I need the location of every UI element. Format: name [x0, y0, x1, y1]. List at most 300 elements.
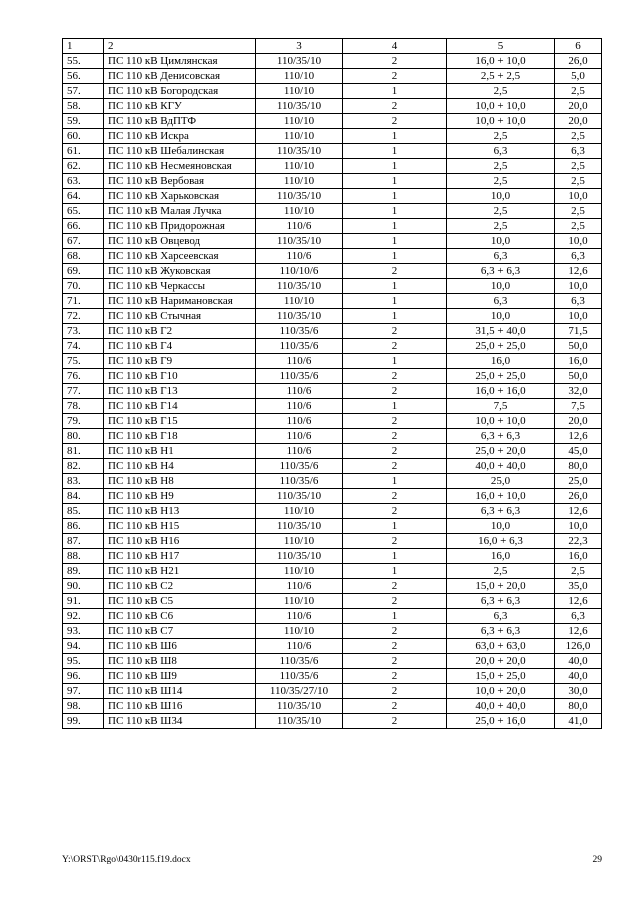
table-cell-col6: 10,0 — [555, 309, 602, 324]
table-row — [63, 219, 602, 234]
table-cell-col3: 110/35/6 — [256, 369, 343, 384]
table-cell-col3: 110/10/6 — [256, 264, 343, 279]
table-cell-col1: 62. — [63, 159, 104, 174]
table-row — [63, 594, 602, 609]
table-cell-col3: 110/6 — [256, 639, 343, 654]
table-cell-col4: 2 — [343, 624, 447, 639]
table-cell-col2: ПС 110 кВ Н8 — [104, 474, 256, 489]
table-cell-col2: ПС 110 кВ Шебалинская — [104, 144, 256, 159]
table-row — [63, 519, 602, 534]
page-number: 29 — [592, 855, 602, 865]
table-cell-col5: 6,3 + 6,3 — [447, 504, 555, 519]
table-cell-col4: 1 — [343, 474, 447, 489]
table-row — [63, 249, 602, 264]
table-cell-col2: ПС 110 кВ Г14 — [104, 399, 256, 414]
table-cell-col5: 2,5 — [447, 159, 555, 174]
table-cell-col6: 20,0 — [555, 414, 602, 429]
table-cell-col6: 10,0 — [555, 519, 602, 534]
table-cell-col1: 85. — [63, 504, 104, 519]
table-cell-col2: ПС 110 кВ Н13 — [104, 504, 256, 519]
table-cell-col4: 2 — [343, 639, 447, 654]
table-body — [63, 54, 602, 729]
header-cell-4: 4 — [343, 39, 447, 54]
table-cell-col5: 10,0 — [447, 189, 555, 204]
table-cell-col1: 75. — [63, 354, 104, 369]
table-cell-col5: 6,3 + 6,3 — [447, 594, 555, 609]
header-cell-5: 5 — [447, 39, 555, 54]
table-cell-col2: ПС 110 кВ Н1 — [104, 444, 256, 459]
table-cell-col6: 6,3 — [555, 249, 602, 264]
document-page — [62, 38, 602, 729]
table-cell-col3: 110/35/10 — [256, 54, 343, 69]
table-cell-col4: 1 — [343, 234, 447, 249]
table-cell-col1: 98. — [63, 699, 104, 714]
table-cell-col1: 89. — [63, 564, 104, 579]
table-cell-col5: 6,3 — [447, 609, 555, 624]
table-cell-col4: 1 — [343, 129, 447, 144]
table-row — [63, 714, 602, 729]
table-cell-col1: 78. — [63, 399, 104, 414]
table-cell-col5: 2,5 — [447, 219, 555, 234]
table-row — [63, 369, 602, 384]
table-cell-col2: ПС 110 кВ Несмеяновская — [104, 159, 256, 174]
table-cell-col4: 2 — [343, 339, 447, 354]
table-cell-col4: 2 — [343, 429, 447, 444]
table-cell-col1: 70. — [63, 279, 104, 294]
table-cell-col4: 1 — [343, 219, 447, 234]
table-cell-col2: ПС 110 кВ Ш6 — [104, 639, 256, 654]
table-cell-col3: 110/10 — [256, 204, 343, 219]
table-row — [63, 99, 602, 114]
table-row — [63, 84, 602, 99]
table-cell-col5: 20,0 + 20,0 — [447, 654, 555, 669]
table-cell-col3: 110/35/10 — [256, 519, 343, 534]
table-cell-col5: 40,0 + 40,0 — [447, 459, 555, 474]
table-cell-col4: 1 — [343, 564, 447, 579]
table-cell-col5: 63,0 + 63,0 — [447, 639, 555, 654]
substations-table — [62, 38, 602, 729]
table-row — [63, 444, 602, 459]
table-cell-col4: 2 — [343, 54, 447, 69]
table-cell-col1: 79. — [63, 414, 104, 429]
table-cell-col4: 1 — [343, 309, 447, 324]
table-row — [63, 579, 602, 594]
table-cell-col3: 110/35/6 — [256, 339, 343, 354]
table-row — [63, 504, 602, 519]
table-cell-col3: 110/35/27/10 — [256, 684, 343, 699]
table-cell-col2: ПС 110 кВ Н16 — [104, 534, 256, 549]
table-cell-col3: 110/6 — [256, 414, 343, 429]
table-cell-col3: 110/10 — [256, 84, 343, 99]
table-cell-col5: 10,0 + 10,0 — [447, 114, 555, 129]
table-cell-col2: ПС 110 кВ Стычная — [104, 309, 256, 324]
table-cell-col5: 10,0 — [447, 309, 555, 324]
table-row — [63, 174, 602, 189]
table-cell-col3: 110/6 — [256, 399, 343, 414]
table-cell-col3: 110/6 — [256, 249, 343, 264]
table-row — [63, 474, 602, 489]
table-cell-col3: 110/35/6 — [256, 474, 343, 489]
header-cell-1: 1 — [63, 39, 104, 54]
table-cell-col4: 2 — [343, 384, 447, 399]
table-cell-col1: 87. — [63, 534, 104, 549]
table-cell-col1: 95. — [63, 654, 104, 669]
table-cell-col1: 60. — [63, 129, 104, 144]
table-cell-col2: ПС 110 кВ Денисовская — [104, 69, 256, 84]
table-row — [63, 294, 602, 309]
table-cell-col6: 10,0 — [555, 234, 602, 249]
table-cell-col6: 80,0 — [555, 699, 602, 714]
table-cell-col2: ПС 110 кВ Харьковская — [104, 189, 256, 204]
table-row — [63, 489, 602, 504]
table-row — [63, 669, 602, 684]
table-cell-col3: 110/35/10 — [256, 549, 343, 564]
table-cell-col4: 2 — [343, 654, 447, 669]
table-cell-col6: 71,5 — [555, 324, 602, 339]
table-cell-col6: 45,0 — [555, 444, 602, 459]
table-cell-col5: 25,0 + 25,0 — [447, 339, 555, 354]
table-cell-col6: 6,3 — [555, 609, 602, 624]
table-cell-col3: 110/10 — [256, 624, 343, 639]
table-cell-col6: 10,0 — [555, 189, 602, 204]
table-cell-col6: 2,5 — [555, 564, 602, 579]
table-cell-col1: 67. — [63, 234, 104, 249]
table-cell-col5: 16,0 + 16,0 — [447, 384, 555, 399]
table-cell-col1: 99. — [63, 714, 104, 729]
table-cell-col3: 110/10 — [256, 564, 343, 579]
table-cell-col5: 10,0 + 10,0 — [447, 414, 555, 429]
table-cell-col6: 2,5 — [555, 219, 602, 234]
table-cell-col3: 110/35/10 — [256, 699, 343, 714]
table-cell-col5: 2,5 — [447, 564, 555, 579]
table-cell-col4: 1 — [343, 174, 447, 189]
table-cell-col5: 16,0 — [447, 354, 555, 369]
table-cell-col6: 12,6 — [555, 504, 602, 519]
table-cell-col5: 6,3 — [447, 294, 555, 309]
table-row — [63, 189, 602, 204]
table-cell-col4: 2 — [343, 459, 447, 474]
table-cell-col5: 6,3 + 6,3 — [447, 429, 555, 444]
table-cell-col1: 59. — [63, 114, 104, 129]
table-cell-col5: 6,3 — [447, 144, 555, 159]
table-row — [63, 324, 602, 339]
table-cell-col5: 40,0 + 40,0 — [447, 699, 555, 714]
table-cell-col6: 16,0 — [555, 549, 602, 564]
table-row — [63, 204, 602, 219]
table-cell-col2: ПС 110 кВ Придорожная — [104, 219, 256, 234]
table-cell-col6: 26,0 — [555, 489, 602, 504]
table-cell-col2: ПС 110 кВ Г18 — [104, 429, 256, 444]
table-cell-col3: 110/35/10 — [256, 489, 343, 504]
table-cell-col2: ПС 110 кВ Цимлянская — [104, 54, 256, 69]
table-cell-col4: 1 — [343, 399, 447, 414]
table-cell-col6: 25,0 — [555, 474, 602, 489]
table-cell-col6: 10,0 — [555, 279, 602, 294]
table-cell-col4: 1 — [343, 354, 447, 369]
table-cell-col3: 110/35/6 — [256, 654, 343, 669]
table-row — [63, 384, 602, 399]
table-row — [63, 459, 602, 474]
table-cell-col4: 2 — [343, 504, 447, 519]
table-cell-col1: 57. — [63, 84, 104, 99]
table-row — [63, 429, 602, 444]
table-cell-col2: ПС 110 кВ Н21 — [104, 564, 256, 579]
table-cell-col1: 68. — [63, 249, 104, 264]
table-cell-col1: 66. — [63, 219, 104, 234]
table-cell-col4: 1 — [343, 159, 447, 174]
table-cell-col4: 2 — [343, 369, 447, 384]
table-cell-col2: ПС 110 кВ Жуковская — [104, 264, 256, 279]
table-cell-col3: 110/35/10 — [256, 279, 343, 294]
table-cell-col5: 10,0 — [447, 519, 555, 534]
table-cell-col4: 2 — [343, 579, 447, 594]
table-cell-col3: 110/10 — [256, 174, 343, 189]
table-row — [63, 534, 602, 549]
table-row — [63, 399, 602, 414]
table-cell-col3: 110/10 — [256, 504, 343, 519]
table-cell-col5: 2,5 + 2,5 — [447, 69, 555, 84]
table-row — [63, 279, 602, 294]
table-cell-col1: 73. — [63, 324, 104, 339]
table-cell-col6: 7,5 — [555, 399, 602, 414]
table-cell-col6: 126,0 — [555, 639, 602, 654]
table-cell-col3: 110/6 — [256, 384, 343, 399]
table-cell-col6: 32,0 — [555, 384, 602, 399]
table-cell-col6: 6,3 — [555, 144, 602, 159]
table-cell-col5: 25,0 + 16,0 — [447, 714, 555, 729]
header-cell-3: 3 — [256, 39, 343, 54]
table-cell-col6: 35,0 — [555, 579, 602, 594]
table-cell-col1: 88. — [63, 549, 104, 564]
table-cell-col4: 2 — [343, 594, 447, 609]
table-cell-col5: 16,0 + 10,0 — [447, 489, 555, 504]
table-cell-col4: 2 — [343, 69, 447, 84]
table-cell-col4: 1 — [343, 609, 447, 624]
table-row — [63, 159, 602, 174]
table-cell-col4: 1 — [343, 294, 447, 309]
table-cell-col6: 20,0 — [555, 114, 602, 129]
table-cell-col2: ПС 110 кВ Ш8 — [104, 654, 256, 669]
table-cell-col4: 1 — [343, 519, 447, 534]
table-cell-col6: 50,0 — [555, 339, 602, 354]
table-cell-col6: 2,5 — [555, 174, 602, 189]
table-cell-col6: 30,0 — [555, 684, 602, 699]
table-cell-col6: 22,3 — [555, 534, 602, 549]
table-cell-col3: 110/35/10 — [256, 714, 343, 729]
table-cell-col4: 1 — [343, 549, 447, 564]
table-cell-col1: 61. — [63, 144, 104, 159]
table-cell-col6: 6,3 — [555, 294, 602, 309]
table-cell-col1: 74. — [63, 339, 104, 354]
table-cell-col4: 1 — [343, 249, 447, 264]
table-row — [63, 639, 602, 654]
table-cell-col3: 110/10 — [256, 294, 343, 309]
table-cell-col4: 2 — [343, 414, 447, 429]
page-footer — [62, 855, 602, 865]
table-cell-col4: 2 — [343, 114, 447, 129]
table-row — [63, 624, 602, 639]
table-cell-col5: 25,0 + 20,0 — [447, 444, 555, 459]
table-cell-col1: 69. — [63, 264, 104, 279]
table-cell-col5: 7,5 — [447, 399, 555, 414]
table-cell-col1: 76. — [63, 369, 104, 384]
table-cell-col1: 91. — [63, 594, 104, 609]
table-cell-col1: 97. — [63, 684, 104, 699]
table-cell-col5: 2,5 — [447, 204, 555, 219]
table-cell-col1: 84. — [63, 489, 104, 504]
table-row — [63, 684, 602, 699]
table-cell-col6: 41,0 — [555, 714, 602, 729]
table-cell-col5: 15,0 + 25,0 — [447, 669, 555, 684]
table-cell-col5: 2,5 — [447, 84, 555, 99]
table-cell-col2: ПС 110 кВ Ш16 — [104, 699, 256, 714]
table-cell-col5: 25,0 + 25,0 — [447, 369, 555, 384]
table-cell-col2: ПС 110 кВ ВдПТФ — [104, 114, 256, 129]
table-row — [63, 144, 602, 159]
table-cell-col5: 31,5 + 40,0 — [447, 324, 555, 339]
table-cell-col1: 63. — [63, 174, 104, 189]
table-cell-col3: 110/6 — [256, 429, 343, 444]
table-cell-col2: ПС 110 кВ Н15 — [104, 519, 256, 534]
table-cell-col3: 110/10 — [256, 69, 343, 84]
table-cell-col4: 2 — [343, 699, 447, 714]
table-cell-col2: ПС 110 кВ С2 — [104, 579, 256, 594]
table-cell-col1: 82. — [63, 459, 104, 474]
table-cell-col1: 90. — [63, 579, 104, 594]
table-cell-col1: 94. — [63, 639, 104, 654]
table-cell-col2: ПС 110 кВ Ш14 — [104, 684, 256, 699]
table-cell-col3: 110/6 — [256, 579, 343, 594]
table-cell-col5: 16,0 — [447, 549, 555, 564]
table-cell-col5: 2,5 — [447, 174, 555, 189]
table-cell-col1: 64. — [63, 189, 104, 204]
table-cell-col2: ПС 110 кВ Г10 — [104, 369, 256, 384]
table-cell-col5: 10,0 — [447, 279, 555, 294]
table-cell-col3: 110/6 — [256, 609, 343, 624]
table-cell-col2: ПС 110 кВ Богородская — [104, 84, 256, 99]
table-cell-col6: 5,0 — [555, 69, 602, 84]
table-cell-col3: 110/10 — [256, 594, 343, 609]
table-cell-col6: 50,0 — [555, 369, 602, 384]
table-cell-col2: ПС 110 кВ Г13 — [104, 384, 256, 399]
table-cell-col4: 2 — [343, 534, 447, 549]
table-cell-col3: 110/35/6 — [256, 459, 343, 474]
table-cell-col2: ПС 110 кВ Г4 — [104, 339, 256, 354]
table-cell-col6: 16,0 — [555, 354, 602, 369]
table-cell-col1: 80. — [63, 429, 104, 444]
table-cell-col3: 110/35/10 — [256, 309, 343, 324]
table-cell-col5: 6,3 + 6,3 — [447, 624, 555, 639]
table-cell-col5: 6,3 — [447, 249, 555, 264]
table-cell-col2: ПС 110 кВ Наримановская — [104, 294, 256, 309]
table-cell-col5: 25,0 — [447, 474, 555, 489]
table-cell-col6: 2,5 — [555, 129, 602, 144]
table-row — [63, 354, 602, 369]
table-cell-col3: 110/35/10 — [256, 99, 343, 114]
table-cell-col4: 1 — [343, 279, 447, 294]
table-cell-col1: 86. — [63, 519, 104, 534]
table-cell-col1: 56. — [63, 69, 104, 84]
header-cell-2: 2 — [104, 39, 256, 54]
table-cell-col2: ПС 110 кВ С5 — [104, 594, 256, 609]
table-row — [63, 609, 602, 624]
table-cell-col2: ПС 110 кВ Г2 — [104, 324, 256, 339]
table-cell-col6: 12,6 — [555, 264, 602, 279]
table-cell-col2: ПС 110 кВ Овцевод — [104, 234, 256, 249]
table-cell-col3: 110/10 — [256, 534, 343, 549]
table-row — [63, 654, 602, 669]
table-cell-col5: 2,5 — [447, 129, 555, 144]
table-cell-col1: 81. — [63, 444, 104, 459]
table-cell-col4: 1 — [343, 84, 447, 99]
table-cell-col4: 1 — [343, 204, 447, 219]
table-cell-col4: 2 — [343, 99, 447, 114]
table-cell-col4: 2 — [343, 324, 447, 339]
table-cell-col2: ПС 110 кВ Ш9 — [104, 669, 256, 684]
table-cell-col4: 2 — [343, 264, 447, 279]
table-cell-col2: ПС 110 кВ Г15 — [104, 414, 256, 429]
table-cell-col5: 10,0 — [447, 234, 555, 249]
table-cell-col5: 6,3 + 6,3 — [447, 264, 555, 279]
table-cell-col4: 1 — [343, 189, 447, 204]
table-cell-col6: 40,0 — [555, 654, 602, 669]
table-cell-col3: 110/35/6 — [256, 324, 343, 339]
table-cell-col1: 65. — [63, 204, 104, 219]
table-row — [63, 114, 602, 129]
document-path: Y:\ORST\Rgo\0430r115.f19.docx — [62, 855, 191, 865]
table-cell-col3: 110/35/6 — [256, 669, 343, 684]
table-cell-col3: 110/35/10 — [256, 234, 343, 249]
table-cell-col4: 1 — [343, 144, 447, 159]
table-row — [63, 699, 602, 714]
table-cell-col2: ПС 110 кВ Малая Лучка — [104, 204, 256, 219]
table-cell-col2: ПС 110 кВ Искра — [104, 129, 256, 144]
table-cell-col2: ПС 110 кВ Н17 — [104, 549, 256, 564]
table-row — [63, 69, 602, 84]
table-cell-col3: 110/6 — [256, 219, 343, 234]
table-row — [63, 564, 602, 579]
table-cell-col4: 2 — [343, 444, 447, 459]
table-cell-col3: 110/6 — [256, 354, 343, 369]
table-cell-col5: 10,0 + 20,0 — [447, 684, 555, 699]
table-cell-col3: 110/10 — [256, 114, 343, 129]
table-row — [63, 129, 602, 144]
table-cell-col3: 110/35/10 — [256, 144, 343, 159]
table-cell-col2: ПС 110 кВ С7 — [104, 624, 256, 639]
table-cell-col2: ПС 110 кВ Н4 — [104, 459, 256, 474]
table-cell-col1: 58. — [63, 99, 104, 114]
table-row — [63, 54, 602, 69]
table-cell-col3: 110/10 — [256, 129, 343, 144]
table-cell-col1: 93. — [63, 624, 104, 639]
table-cell-col1: 96. — [63, 669, 104, 684]
table-cell-col6: 40,0 — [555, 669, 602, 684]
table-cell-col1: 72. — [63, 309, 104, 324]
table-cell-col3: 110/10 — [256, 159, 343, 174]
table-cell-col2: ПС 110 кВ Черкассы — [104, 279, 256, 294]
table-cell-col2: ПС 110 кВ Харсеевская — [104, 249, 256, 264]
table-cell-col6: 12,6 — [555, 594, 602, 609]
table-cell-col6: 26,0 — [555, 54, 602, 69]
table-cell-col3: 110/6 — [256, 444, 343, 459]
table-cell-col1: 55. — [63, 54, 104, 69]
table-cell-col5: 15,0 + 20,0 — [447, 579, 555, 594]
table-cell-col6: 2,5 — [555, 84, 602, 99]
table-cell-col4: 2 — [343, 714, 447, 729]
table-header-row — [63, 39, 602, 54]
table-cell-col6: 20,0 — [555, 99, 602, 114]
table-cell-col6: 12,6 — [555, 624, 602, 639]
